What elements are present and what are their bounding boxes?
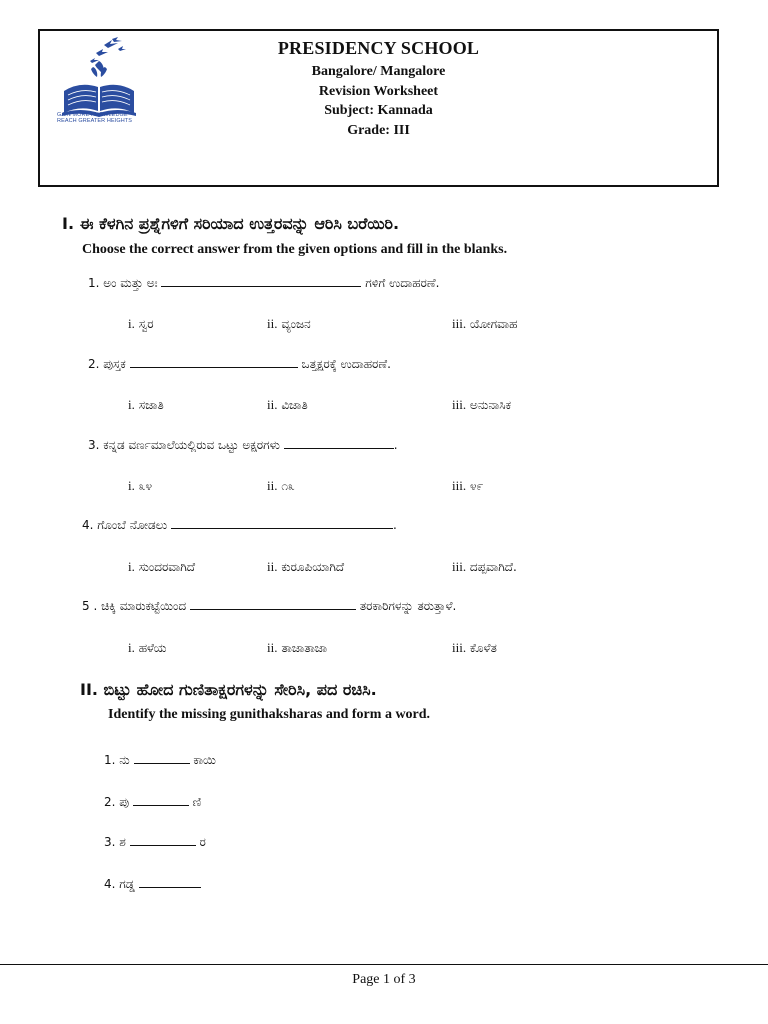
option-text: ಸುಂದರವಾಗಿದೆ xyxy=(138,560,196,574)
option-text: ಸಜಾತಿ xyxy=(138,398,164,412)
question-2-suffix: ಒತ್ತಕ್ಷರಕ್ಕೆ ಉದಾಹರಣೆ. xyxy=(301,357,391,371)
gunithakshara-item-2 xyxy=(104,795,201,810)
question-1-suffix: ಗಳಿಗೆ ಉದಾಹರಣೆ. xyxy=(365,276,440,290)
school-name: PRESIDENCY SCHOOL xyxy=(277,38,480,58)
item-prefix: 1. ನು xyxy=(104,753,130,767)
option-text: ಕುರೂಪಿಯಾಗಿದೆ xyxy=(281,560,345,574)
item-prefix: 4. ಗಡ್ಡ xyxy=(104,877,135,891)
option-label: iii. xyxy=(452,640,467,655)
question-5-suffix: ತರಕಾರಿಗಳನ್ನು ತರುತ್ತಾಳೆ. xyxy=(359,599,457,613)
question-5 xyxy=(82,599,456,614)
option-text: ಯೋಗವಾಹ xyxy=(469,317,518,331)
answer-blank[interactable] xyxy=(130,835,196,846)
subject-line: Subject: Kannada xyxy=(324,103,433,118)
logo-tagline-line1: GAIN MORE KNOWLEDGE xyxy=(57,112,128,118)
option-label: ii. xyxy=(267,559,278,574)
option-4-ii[interactable] xyxy=(267,559,344,575)
document-type: Revision Worksheet xyxy=(318,83,439,99)
answer-blank[interactable] xyxy=(130,357,298,368)
option-text: ತಾಜಾತಾಜಾ xyxy=(281,641,328,655)
option-text: ೧೩ xyxy=(281,479,295,493)
option-label: ii. xyxy=(267,316,278,331)
option-label: i. xyxy=(128,397,135,412)
item-suffix: ರ xyxy=(199,835,206,849)
option-label: iii. xyxy=(452,397,467,412)
section-2-instruction: Identify the missing gunithaksharas and form a word. xyxy=(108,707,431,722)
logo-tagline-line2: REACH GREATER HEIGHTS xyxy=(57,118,133,124)
option-text: ಕೊಳೆತ xyxy=(469,641,497,655)
question-3-text: 3. ಕನ್ನಡ ವರ್ಣಮಾಲೆಯಲ್ಲಿರುವ ಒಟ್ಟು ಅಕ್ಷರಗಳು xyxy=(88,438,280,452)
option-label: iii. xyxy=(452,478,467,493)
option-text: ದಪ್ಪವಾಗಿದೆ. xyxy=(469,560,517,574)
option-5-i[interactable] xyxy=(128,640,166,656)
option-2-i[interactable] xyxy=(128,397,164,413)
option-3-i[interactable] xyxy=(128,478,152,494)
answer-blank[interactable] xyxy=(171,518,393,529)
question-5-text: 5 . ಚಿಕ್ಕಿ ಮಾರುಕಟ್ಟೆಯಿಂದ xyxy=(82,599,187,613)
option-3-ii[interactable] xyxy=(267,478,295,494)
option-label: ii. xyxy=(267,397,278,412)
option-5-iii[interactable] xyxy=(452,640,497,656)
section-2-title: II. ಬಿಟ್ಟು ಹೋದ ಗುಣಿತಾಕ್ಷರಗಳನ್ನು ಸೇರಿಸಿ, ಪದ ರಚಿಸಿ. xyxy=(80,680,377,699)
question-1 xyxy=(88,276,439,291)
answer-blank[interactable] xyxy=(190,599,356,610)
grade-line: Grade: III xyxy=(347,122,410,138)
option-label: i. xyxy=(128,640,135,655)
answer-blank[interactable] xyxy=(161,276,361,287)
option-text: ೪೯ xyxy=(469,479,484,493)
option-text: ಅನುನಾಸಿಕ xyxy=(469,398,511,412)
option-3-iii[interactable] xyxy=(452,478,483,494)
footer-divider xyxy=(0,964,768,965)
option-text: ವ್ಯಂಜನ xyxy=(281,317,311,331)
option-text: ಹಳೆಯ xyxy=(138,641,167,655)
answer-blank[interactable] xyxy=(133,795,189,806)
question-2 xyxy=(88,357,391,372)
option-text: ೩೪ xyxy=(138,479,153,493)
option-label: iii. xyxy=(452,559,467,574)
item-prefix: 3. ಶ xyxy=(104,835,126,849)
option-label: ii. xyxy=(267,640,278,655)
option-label: ii. xyxy=(267,478,278,493)
option-label: iii. xyxy=(452,316,467,331)
question-4 xyxy=(82,518,397,533)
question-3-suffix: . xyxy=(393,438,398,452)
option-4-i[interactable] xyxy=(128,559,195,575)
item-suffix: ಣಿ xyxy=(192,795,202,809)
header-titles xyxy=(40,37,717,140)
item-prefix: 2. ಪು xyxy=(104,795,130,809)
question-2-text: 2. ಪುಸ್ತಕ xyxy=(88,357,126,371)
section-1-instruction: Choose the correct answer from the given options and fill in the blanks. xyxy=(82,242,508,257)
gunithakshara-item-3 xyxy=(104,835,206,850)
option-label: i. xyxy=(128,478,135,493)
section-1-title: I. ಈ ಕೆಳಗಿನ ಪ್ರಶ್ನೆಗಳಿಗೆ ಸರಿಯಾದ ಉತ್ತರವನ್ನು ಆರಿಸಿ ಬರೆಯಿರಿ. xyxy=(62,214,400,233)
option-text: ಸ್ವರ xyxy=(138,317,154,331)
option-1-ii[interactable] xyxy=(267,316,311,332)
question-4-text: 4. ಗೊಂಬೆ ನೋಡಲು xyxy=(82,518,168,532)
question-1-text: 1. ಅಂ ಮತ್ತು ಅಃ xyxy=(88,276,158,290)
option-1-iii[interactable] xyxy=(452,316,517,332)
option-1-i[interactable] xyxy=(128,316,154,332)
option-4-iii[interactable] xyxy=(452,559,517,575)
option-5-ii[interactable] xyxy=(267,640,327,656)
option-2-ii[interactable] xyxy=(267,397,308,413)
question-4-suffix: . xyxy=(393,518,397,532)
school-location: Bangalore/ Mangalore xyxy=(311,64,446,79)
gunithakshara-item-4 xyxy=(104,877,201,892)
gunithakshara-item-1 xyxy=(104,753,216,768)
answer-blank[interactable] xyxy=(139,877,201,888)
option-2-iii[interactable] xyxy=(452,397,511,413)
option-text: ವಿಜಾತಿ xyxy=(281,398,308,412)
question-3 xyxy=(88,438,398,453)
item-suffix: ಕಾಯಿ xyxy=(193,753,216,767)
answer-blank[interactable] xyxy=(284,438,394,449)
option-label: i. xyxy=(128,316,135,331)
page-number: Page 1 of 3 xyxy=(352,972,416,987)
answer-blank[interactable] xyxy=(134,753,190,764)
option-label: i. xyxy=(128,559,135,574)
worksheet-header xyxy=(38,29,719,187)
